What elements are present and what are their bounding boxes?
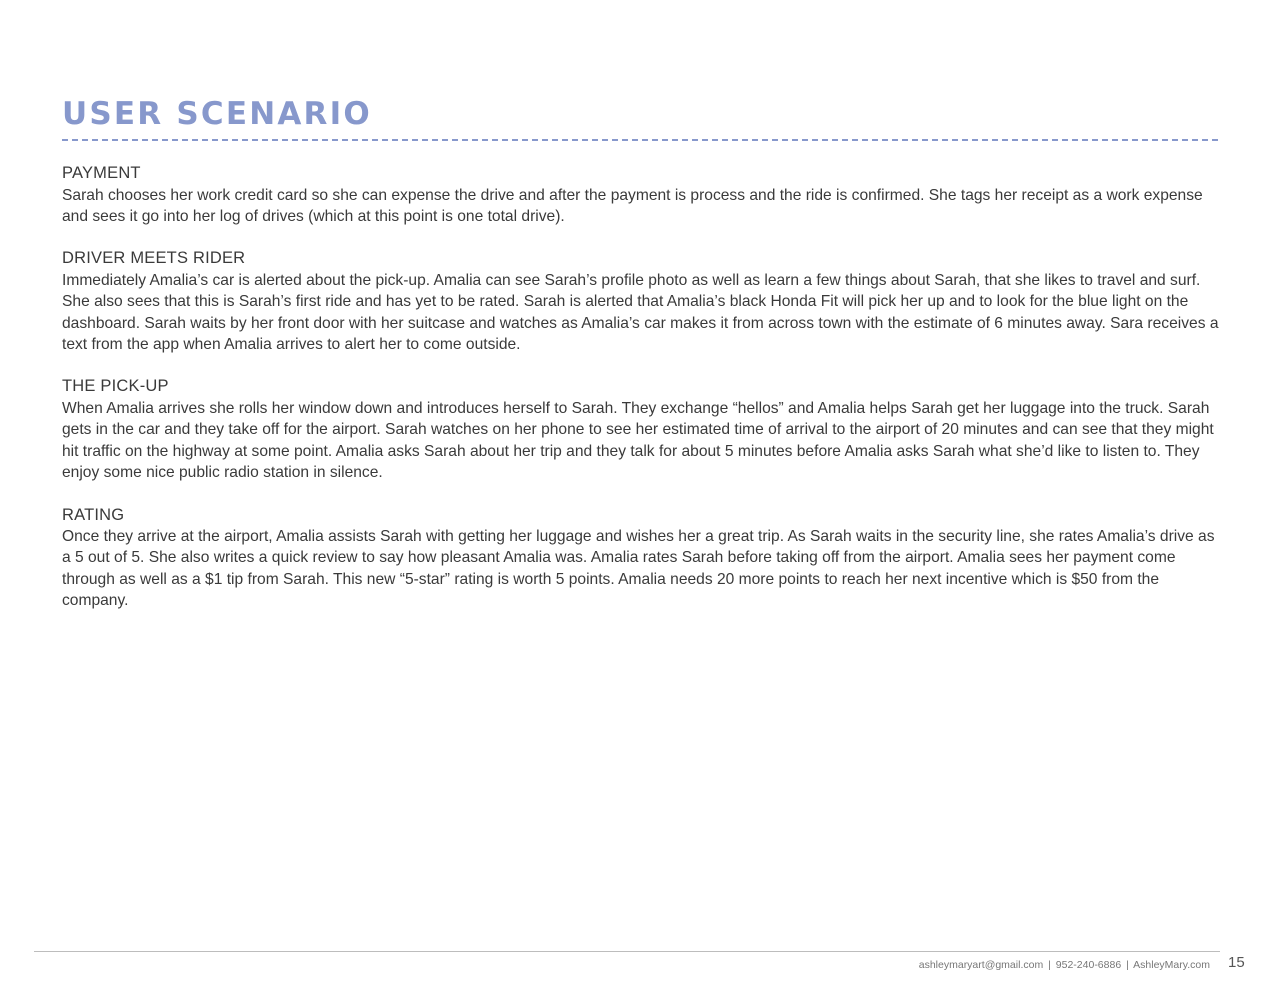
section-payment [62, 163, 1222, 227]
section-heading: RATING [62, 505, 125, 524]
section-driver-meets-rider [62, 248, 1222, 355]
footer-contact [919, 958, 1210, 972]
section-pick-up [62, 376, 1222, 483]
footer-website: AshleyMary.com [1133, 959, 1210, 971]
footer-email: ashleymaryart@gmail.com [918, 959, 1044, 971]
title-divider [62, 139, 1218, 141]
section-body: Sarah chooses her work credit card so she can expense the drive and after the payment is process and the ride is confirmed. She tags her receipt as a work expense and sees it go into her log of drives (which at this point is one total drive). [62, 186, 1203, 225]
footer-separator: | [1126, 959, 1129, 971]
page-number: 15 [1228, 954, 1245, 971]
section-body: When Amalia arrives she rolls her window down and introduces herself to Sarah. They exchange “hellos” and Amalia helps Sarah get her luggage into the truck. Sarah gets in the car and they take off for the airport. Sarah watches on her phone to see her estimated time of arrival to the airport of 20 minutes and can see that they might hit traffic on the highway at some point. Amalia asks Sarah about her trip and they talk for about 5 minutes before Amalia asks Sarah what she’d like to listen to. They enjoy some nice public radio station in silence. [62, 399, 1214, 482]
section-body: Immediately Amalia’s car is alerted about the pick-up. Amalia can see Sarah’s profile photo as well as learn a few things about Sarah, that she likes to travel and surf. She also sees that this is Sarah’s first ride and has yet to be rated. Sarah is alerted that Amalia’s black Honda Fit will pick her up and to look for the blue light on the dashboard. Sarah waits by her front door with her suitcase and watches as Amalia’s car makes it from across town with the estimate of 6 minutes away. Sara receives a text from the app when Amalia arrives to alert her to come outside. [62, 271, 1219, 354]
page-title: USER SCENARIO [62, 96, 372, 132]
footer-divider [34, 951, 1220, 952]
section-body: Once they arrive at the airport, Amalia assists Sarah with getting her luggage and wishes her a great trip. As Sarah waits in the security line, she rates Amalia’s drive as a 5 out of 5. She also writes a quick review to say how pleasant Amalia was. Amalia rates Sarah before taking off from the airport. Amalia sees her payment come through as well as a $1 tip from Sarah. This new “5-star” rating is worth 5 points. Amalia needs 20 more points to reach her next incentive which is $50 from the company. [62, 528, 1215, 610]
section-heading: PAYMENT [62, 164, 141, 182]
section-rating [62, 505, 1222, 612]
section-heading: DRIVER MEETS RIDER [62, 249, 246, 268]
footer-separator: | [1048, 959, 1051, 971]
section-heading: THE PICK-UP [62, 377, 169, 396]
footer-phone: 952-240-6886 [1055, 959, 1122, 971]
scenario-content [62, 163, 1222, 633]
